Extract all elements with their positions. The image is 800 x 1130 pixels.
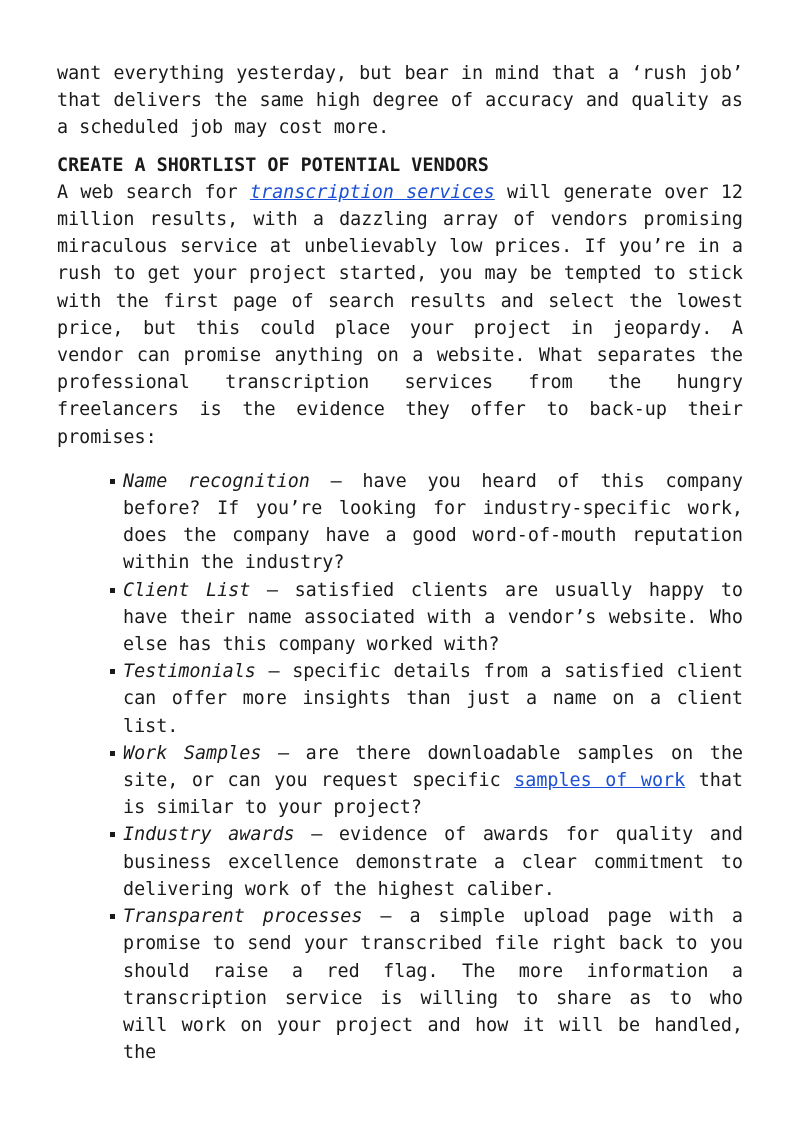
paragraph-text-end: will generate over 12 million results, with a dazzling array of vendors promising miraculous service at unbelievably low prices. If you’re in a rush to get your project started, you may be tempted to stick with the first page of search results and select the lowest price, but this could place your project in jeopardy. A vendor can promise anything on a website. What separates the professional transcription services from the hungry freelancers is the evidence they offer to back-up their promises: — [57, 181, 743, 448]
list-item-term: Industry awards — [123, 824, 295, 846]
list-item — [123, 468, 743, 577]
section-heading: CREATE A SHORTLIST OF POTENTIAL VENDORS — [57, 154, 489, 176]
list-item — [123, 821, 743, 903]
list-item-term: Transparent processes — [123, 906, 363, 928]
paragraph-text-start: A web search for — [57, 181, 250, 203]
list-item — [123, 577, 743, 659]
samples-of-work-link[interactable]: samples of work — [514, 770, 686, 792]
list-item — [123, 903, 743, 1066]
list-item-text-end: that is similar to your project? — [123, 770, 743, 819]
list-item-term: Work Samples — [123, 742, 262, 764]
list-item-text: – evidence of awards for quality and business excellence demonstrate a clear commitment to delivering work of the highest caliber. — [123, 824, 743, 900]
list-item-term: Testimonials — [123, 661, 256, 683]
list-item — [123, 658, 743, 740]
vendor-search-paragraph — [57, 179, 743, 451]
list-item-term: Client List — [123, 579, 251, 601]
list-item-text: – are there downloadable samples on the site, or can you request specific — [123, 742, 743, 792]
evidence-list — [57, 468, 743, 1066]
list-item-text: – satisfied clients are usually happy to have their name associated with a vendor’s website. Who else has this company worked with? — [123, 579, 743, 656]
intro-paragraph: want everything yesterday, but bear in mind that a ‘rush job’ that delivers the same high degree of accuracy and quality as a scheduled job may cost more. — [57, 63, 743, 139]
document-page — [57, 60, 743, 1066]
list-item-text: – have you heard of this company before? If you’re looking for industry-specific work, does the company have a good word-of-mouth reputation within the industry? — [123, 470, 743, 574]
list-item-text: – specific details from a satisfied client can offer more insights than just a name on a client list. — [123, 661, 743, 737]
transcription-services-link[interactable]: transcription services — [249, 181, 495, 203]
list-item — [123, 740, 743, 822]
list-item-term: Name recognition — [123, 470, 310, 492]
list-item-text: – a simple upload page with a promise to send your transcribed file right back to you should raise a red flag. The more information a transcription service is willing to share as to who will work on your project and how it will be handled, the — [123, 906, 743, 1064]
